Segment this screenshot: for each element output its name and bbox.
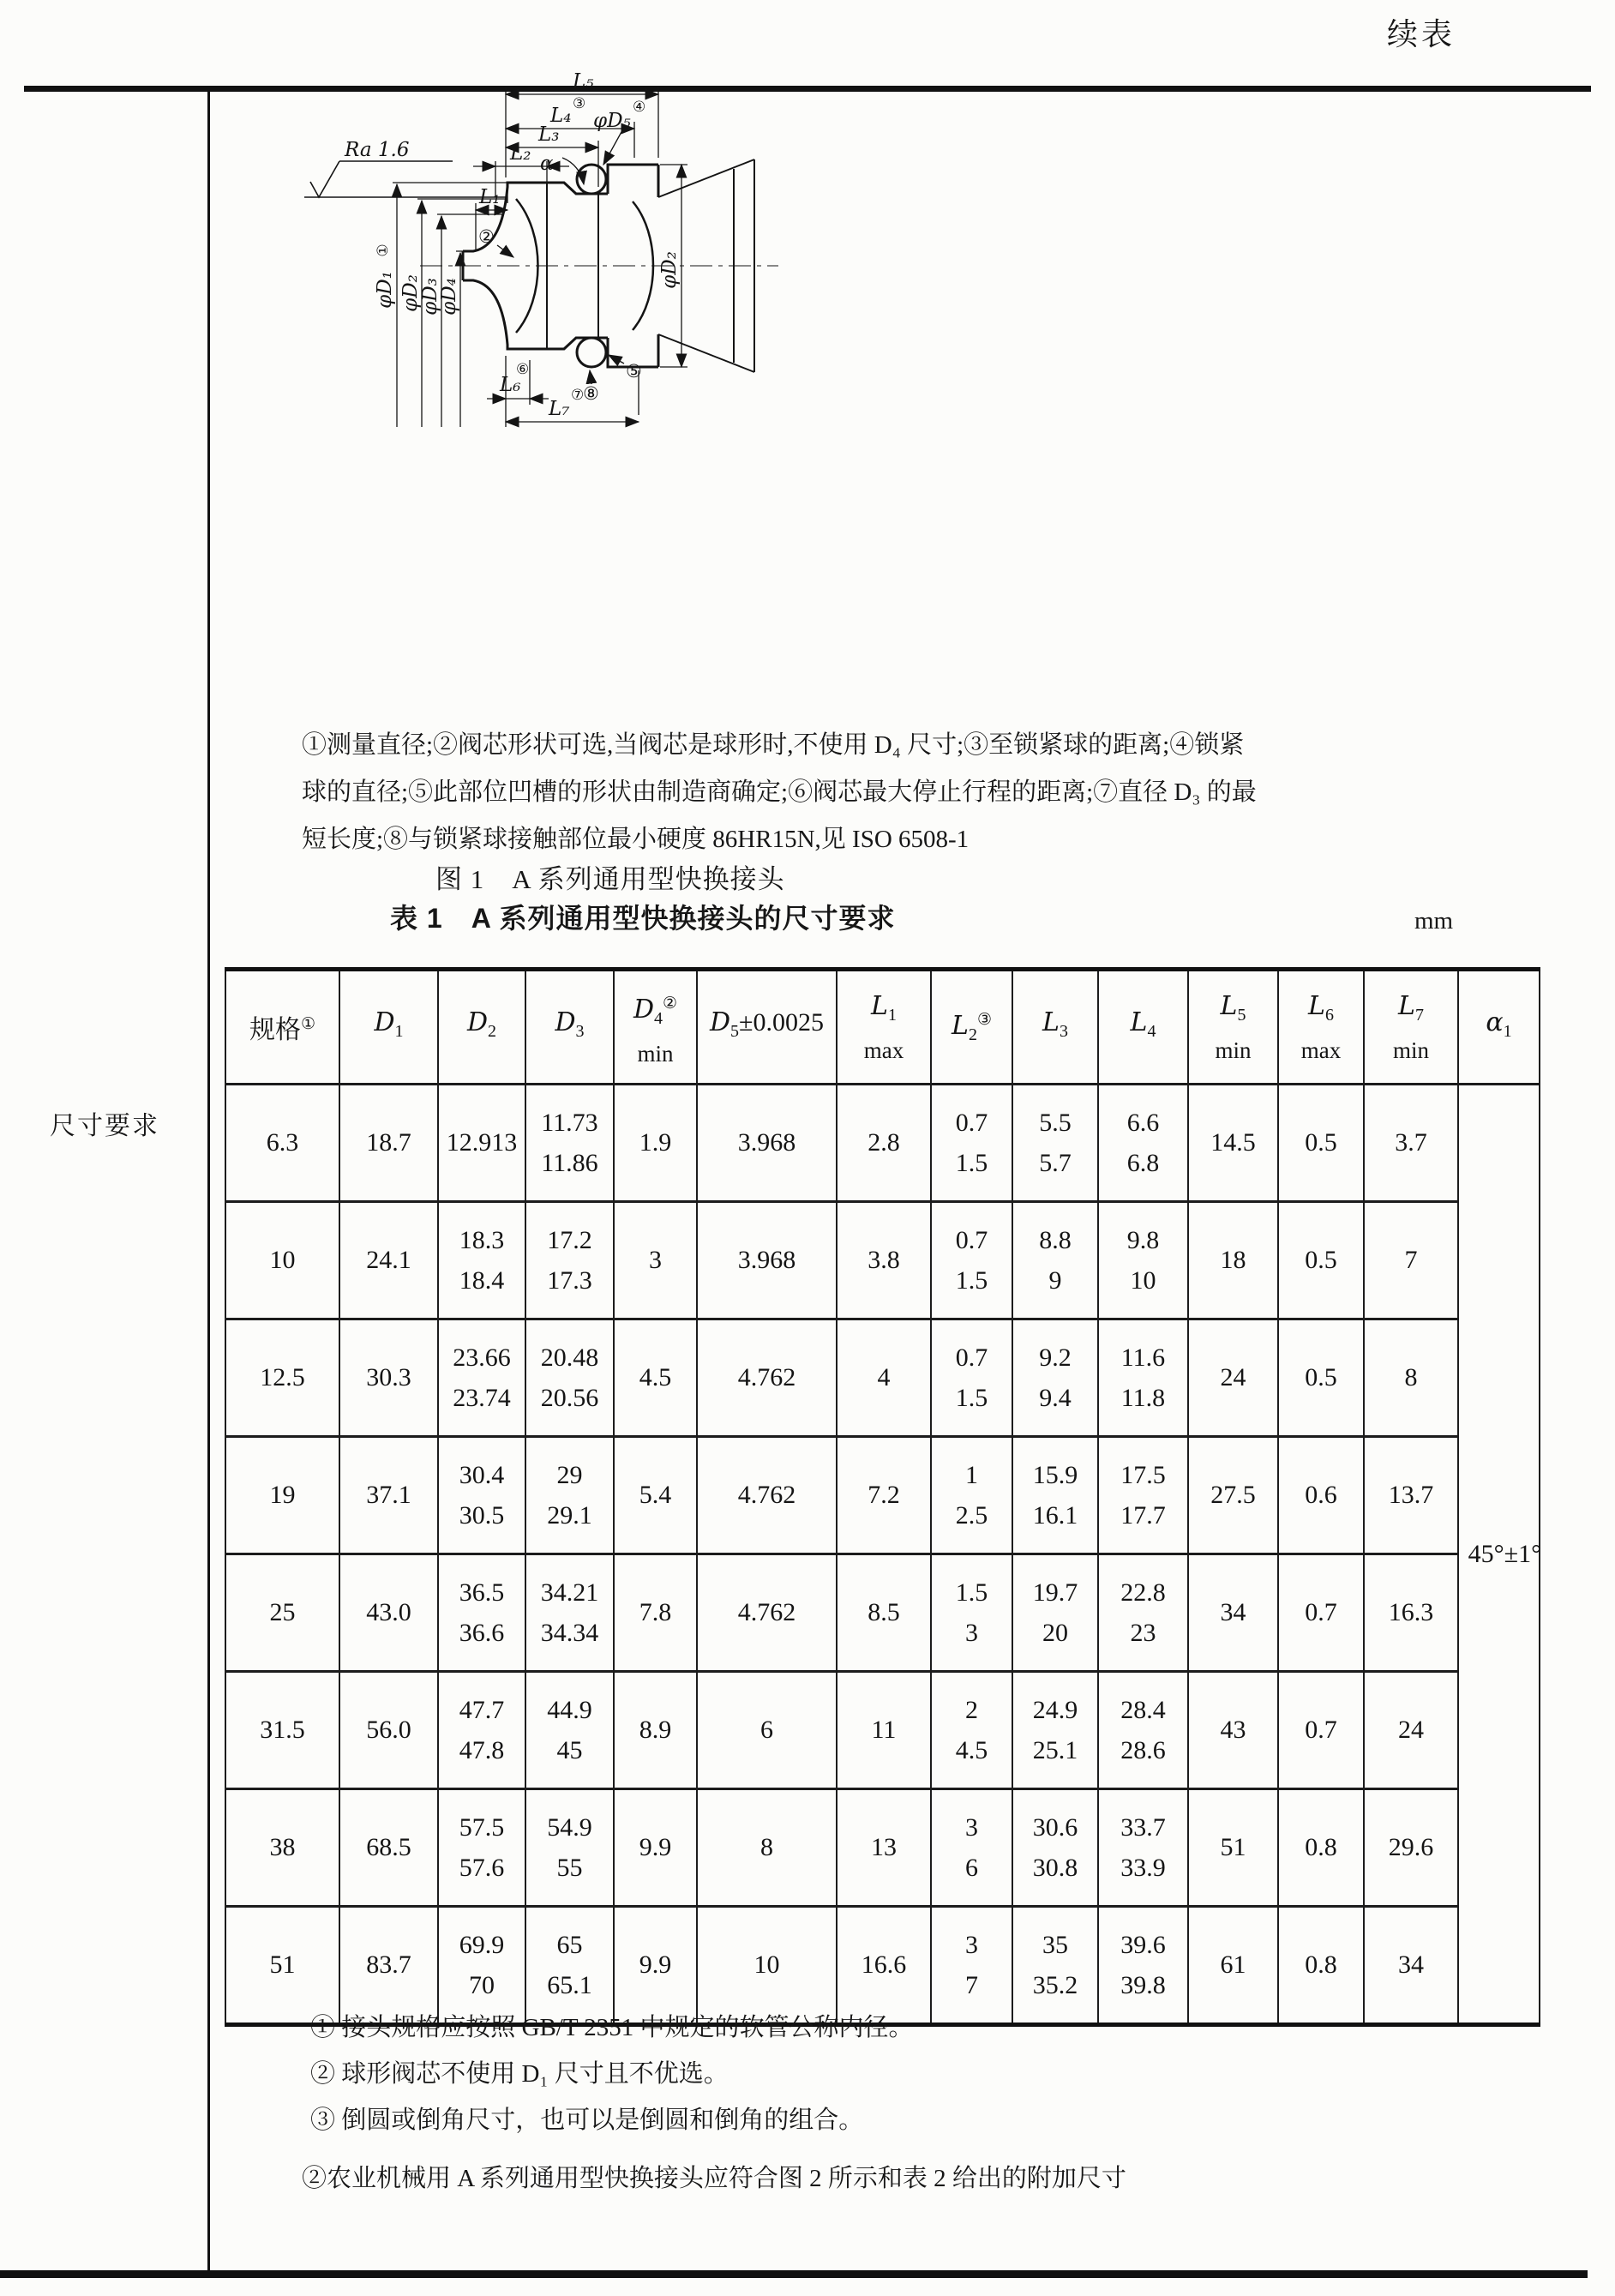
cell-l3: 9.2 9.4 — [1012, 1319, 1098, 1437]
cell-l2: 0.7 1.5 — [931, 1085, 1012, 1202]
col-header-l6: $L_6$ max — [1278, 970, 1364, 1085]
cell-d5: 6 — [697, 1672, 837, 1789]
cell-l5: 34 — [1188, 1554, 1278, 1672]
cell-d4: 9.9 — [614, 1789, 697, 1907]
cell-l5: 14.5 — [1188, 1085, 1278, 1202]
cell-d4: 3 — [614, 1202, 697, 1319]
cell-l6: 0.5 — [1278, 1085, 1364, 1202]
cell-d1: 18.7 — [339, 1085, 438, 1202]
cell-spec: 6.3 — [225, 1085, 339, 1202]
cell-d5: 3.968 — [697, 1202, 837, 1319]
figure-1-drawing — [291, 69, 960, 433]
col-header-l5: $L_5$ min — [1188, 970, 1278, 1085]
cell-l7: 3.7 — [1364, 1085, 1458, 1202]
label-l1: L₁ — [479, 186, 501, 208]
note5-leader — [609, 355, 624, 364]
cell-l3: 5.5 5.7 — [1012, 1085, 1098, 1202]
cell-d5: 4.762 — [697, 1437, 837, 1554]
cell-l3: 30.6 30.8 — [1012, 1789, 1098, 1907]
cell-l6: 0.7 — [1278, 1554, 1364, 1672]
cell-d3: 11.73 11.86 — [525, 1085, 614, 1202]
label-d3-left: φD₃ — [419, 278, 441, 316]
cell-l5: 24 — [1188, 1319, 1278, 1437]
cell-l4: 28.4 28.6 — [1098, 1672, 1188, 1789]
label-alpha1: α₁ — [540, 153, 561, 175]
cell-spec: 10 — [225, 1202, 339, 1319]
cell-d1: 68.5 — [339, 1789, 438, 1907]
cell-spec: 25 — [225, 1554, 339, 1672]
cell-l7: 24 — [1364, 1672, 1458, 1789]
alpha1-value: 45°±1° — [1468, 1539, 1542, 1568]
cell-d2: 47.7 47.8 — [438, 1672, 525, 1789]
label-d4-left: φD₄ — [438, 278, 460, 316]
cell-l1: 16.6 — [837, 1907, 931, 2025]
figure-note-line: 球的直径;⑤此部位凹槽的形状由制造商确定;⑥阀芯最大停止行程的距离;⑦直径 D₃ 的最 — [302, 778, 1257, 806]
d5-leader — [603, 130, 622, 165]
left-column-rule — [207, 86, 210, 2275]
cell-d3: 65 65.1 — [525, 1907, 614, 2025]
cell-l4: 9.8 10 — [1098, 1202, 1188, 1319]
label-note5: ⑤ — [626, 361, 642, 382]
cell-l4: 39.6 39.8 — [1098, 1907, 1188, 2025]
label-l3: L₃ — [538, 123, 560, 146]
cell-d4: 9.9 — [614, 1907, 697, 2025]
label-l6-sup: ⑥ — [516, 361, 530, 378]
cell-l6: 0.5 — [1278, 1202, 1364, 1319]
col-header-d1: $D_1$ — [339, 970, 438, 1085]
cell-d4: 5.4 — [614, 1437, 697, 1554]
cell-l2: 1.5 3 — [931, 1554, 1012, 1672]
col-header-l1: $L_1$ max — [837, 970, 931, 1085]
table-row — [225, 1554, 1540, 1672]
cell-l6: 0.8 — [1278, 1789, 1364, 1907]
cell-l3: 35 35.2 — [1012, 1907, 1098, 2025]
cell-l4: 22.8 23 — [1098, 1554, 1188, 1672]
cell-l1: 13 — [837, 1789, 931, 1907]
table-row — [225, 1319, 1540, 1437]
footnote: ① 接头规格应按照 GB/T 2351 中规定的软管公称内径。 — [310, 2014, 914, 2041]
cell-l1: 11 — [837, 1672, 931, 1789]
cell-l7: 34 — [1364, 1907, 1458, 2025]
cell-d4: 8.9 — [614, 1672, 697, 1789]
cell-l5: 61 — [1188, 1907, 1278, 2025]
label-ra: Ra 1.6 — [345, 139, 410, 161]
cell-d3: 20.48 20.56 — [525, 1319, 614, 1437]
table-row — [225, 1672, 1540, 1789]
table-unit: mm — [1414, 907, 1454, 935]
figure-note-line: ①测量直径;②阀芯形状可选,当阀芯是球形时,不使用 D₄ 尺寸;③至锁紧球的距离;④锁紧 — [302, 731, 1245, 759]
cell-d5: 8 — [697, 1789, 837, 1907]
label-l4-sup: ③ — [573, 95, 586, 112]
cell-d1: 83.7 — [339, 1907, 438, 2025]
cell-l3: 19.7 20 — [1012, 1554, 1098, 1672]
table-row — [225, 1437, 1540, 1554]
cell-l7: 29.6 — [1364, 1789, 1458, 1907]
col-header-d3: $D_3$ — [525, 970, 614, 1085]
cell-d3: 29 29.1 — [525, 1437, 614, 1554]
cell-l7: 7 — [1364, 1202, 1458, 1319]
cell-d5: 4.762 — [697, 1554, 837, 1672]
cell-d3: 34.21 34.34 — [525, 1554, 614, 1672]
label-d5-sup: ④ — [633, 99, 646, 116]
cell-l5: 43 — [1188, 1672, 1278, 1789]
label-note2: ② — [478, 226, 495, 247]
label-d1-left: φD₁ — [374, 271, 396, 309]
label-l7-sup: ⑦ — [571, 387, 585, 404]
cell-l6: 0.8 — [1278, 1907, 1364, 2025]
cell-d1: 30.3 — [339, 1319, 438, 1437]
table-row — [225, 1789, 1540, 1907]
cell-d2: 69.9 70 — [438, 1907, 525, 2025]
table-title: 表 1 A 系列通用型快换接头的尺寸要求 — [390, 903, 896, 934]
header-row — [225, 970, 1540, 1085]
label-l7: L₇ — [549, 398, 570, 420]
cell-l3: 24.9 25.1 — [1012, 1672, 1098, 1789]
footnote: ③ 倒圆或倒角尺寸，也可以是倒圆和倒角的组合。 — [310, 2107, 864, 2134]
cell-d2: 18.3 18.4 — [438, 1202, 525, 1319]
cell-l1: 2.8 — [837, 1085, 931, 1202]
cell-d2: 30.4 30.5 — [438, 1437, 525, 1554]
cell-d5: 3.968 — [697, 1085, 837, 1202]
cell-l1: 7.2 — [837, 1437, 931, 1554]
label-d1-sup: ① — [375, 243, 392, 257]
col-header-d5: $D_5\pm 0.0025$ — [697, 970, 837, 1085]
cell-l6: 0.5 — [1278, 1319, 1364, 1437]
note8-leader — [590, 370, 591, 384]
table-row — [225, 1202, 1540, 1319]
label-note8: ⑧ — [583, 383, 599, 404]
col-header-l4: $L_4$ — [1098, 970, 1188, 1085]
cell-l2: 3 6 — [931, 1789, 1012, 1907]
cell-d1: 43.0 — [339, 1554, 438, 1672]
cell-l7: 13.7 — [1364, 1437, 1458, 1554]
table-row — [225, 1085, 1540, 1202]
cell-d2: 57.5 57.6 — [438, 1789, 525, 1907]
cell-l1: 3.8 — [837, 1202, 931, 1319]
label-d2-right: φD₂ — [658, 251, 681, 289]
cell-l6: 0.6 — [1278, 1437, 1364, 1554]
cell-l5: 51 — [1188, 1789, 1278, 1907]
cell-spec: 51 — [225, 1907, 339, 2025]
note2-leader — [497, 245, 513, 257]
cell-d2: 36.5 36.6 — [438, 1554, 525, 1672]
cell-l2: 0.7 1.5 — [931, 1202, 1012, 1319]
row-label-dimension-requirements: 尺寸要求 — [50, 1112, 159, 1140]
cell-l1: 8.5 — [837, 1554, 931, 1672]
col-header-d4: $D_4^②$ min — [614, 970, 697, 1085]
cell-d3: 54.9 55 — [525, 1789, 614, 1907]
cell-l4: 33.7 33.9 — [1098, 1789, 1188, 1907]
cell-l5: 27.5 — [1188, 1437, 1278, 1554]
label-l4: L₄ — [550, 105, 572, 127]
cell-l7: 8 — [1364, 1319, 1458, 1437]
figure-note-line: 短长度;⑧与锁紧球接触部位最小硬度 86HR15N,见 ISO 6508-1 — [302, 826, 970, 853]
dim-l2 — [495, 161, 547, 197]
figure-notes — [302, 722, 1257, 863]
col-header-a1: $\alpha_1$ — [1458, 970, 1540, 1085]
dimension-table — [225, 967, 1540, 2027]
col-header-l3: $L_3$ — [1012, 970, 1098, 1085]
cell-spec: 19 — [225, 1437, 339, 1554]
cell-l4: 17.5 17.7 — [1098, 1437, 1188, 1554]
cell-l1: 4 — [837, 1319, 931, 1437]
cell-d4: 4.5 — [614, 1319, 697, 1437]
col-header-spec: 规格① — [225, 970, 339, 1085]
cell-d1: 56.0 — [339, 1672, 438, 1789]
cell-l7: 16.3 — [1364, 1554, 1458, 1672]
cell-l2: 1 2.5 — [931, 1437, 1012, 1554]
locking-ball-bottom — [577, 338, 606, 367]
cell-d3: 44.9 45 — [525, 1672, 614, 1789]
cell-d2: 12.913 — [438, 1085, 525, 1202]
figure-caption: 图 1 A 系列通用型快换接头 — [435, 864, 785, 894]
label-l2: L₂ — [510, 142, 531, 165]
cell-d1: 37.1 — [339, 1437, 438, 1554]
cell-d2: 23.66 23.74 — [438, 1319, 525, 1437]
label-d5: φD₅ — [593, 110, 631, 132]
continued-table-label: 续表 — [1387, 17, 1456, 51]
cell-d4: 7.8 — [614, 1554, 697, 1672]
cell-l4: 11.6 11.8 — [1098, 1319, 1188, 1437]
cell-d3: 17.2 17.3 — [525, 1202, 614, 1319]
cell-d5: 4.762 — [697, 1319, 837, 1437]
table-1-container — [225, 967, 1540, 2027]
cell-d1: 24.1 — [339, 1202, 438, 1319]
cell-spec: 31.5 — [225, 1672, 339, 1789]
cell-l4: 6.6 6.8 — [1098, 1085, 1188, 1202]
cell-l5: 18 — [1188, 1202, 1278, 1319]
cell-spec: 12.5 — [225, 1319, 339, 1437]
col-header-l2: $L_2^③$ — [931, 970, 1012, 1085]
cell-d4: 1.9 — [614, 1085, 697, 1202]
table-footnotes — [302, 2004, 1126, 2202]
col-header-d2: $D_2$ — [438, 970, 525, 1085]
footnote: ② 球形阀芯不使用 D₁ 尺寸且不优选。 — [310, 2060, 729, 2088]
label-l6-bottom: L₆ — [500, 374, 521, 396]
cell-l3: 15.9 16.1 — [1012, 1437, 1098, 1554]
cell-d5: 10 — [697, 1907, 837, 2025]
label-l5: L₅ — [573, 70, 594, 93]
cell-l6: 0.7 — [1278, 1672, 1364, 1789]
label-d2-left: φD₂ — [399, 274, 422, 312]
cell-spec: 38 — [225, 1789, 339, 1907]
cell-l2: 2 4.5 — [931, 1672, 1012, 1789]
cell-l3: 8.8 9 — [1012, 1202, 1098, 1319]
final-note: ②农业机械用 A 系列通用型快换接头应符合图 2 所示和表 2 给出的附加尺寸 — [302, 2165, 1126, 2192]
cell-a1-merged — [1458, 1085, 1540, 2025]
col-header-l7: $L_7$ min — [1364, 970, 1458, 1085]
cell-l2: 0.7 1.5 — [931, 1319, 1012, 1437]
locking-ball-top — [577, 165, 606, 194]
cell-l2: 3 7 — [931, 1907, 1012, 2025]
bottom-rule — [0, 2270, 1588, 2278]
